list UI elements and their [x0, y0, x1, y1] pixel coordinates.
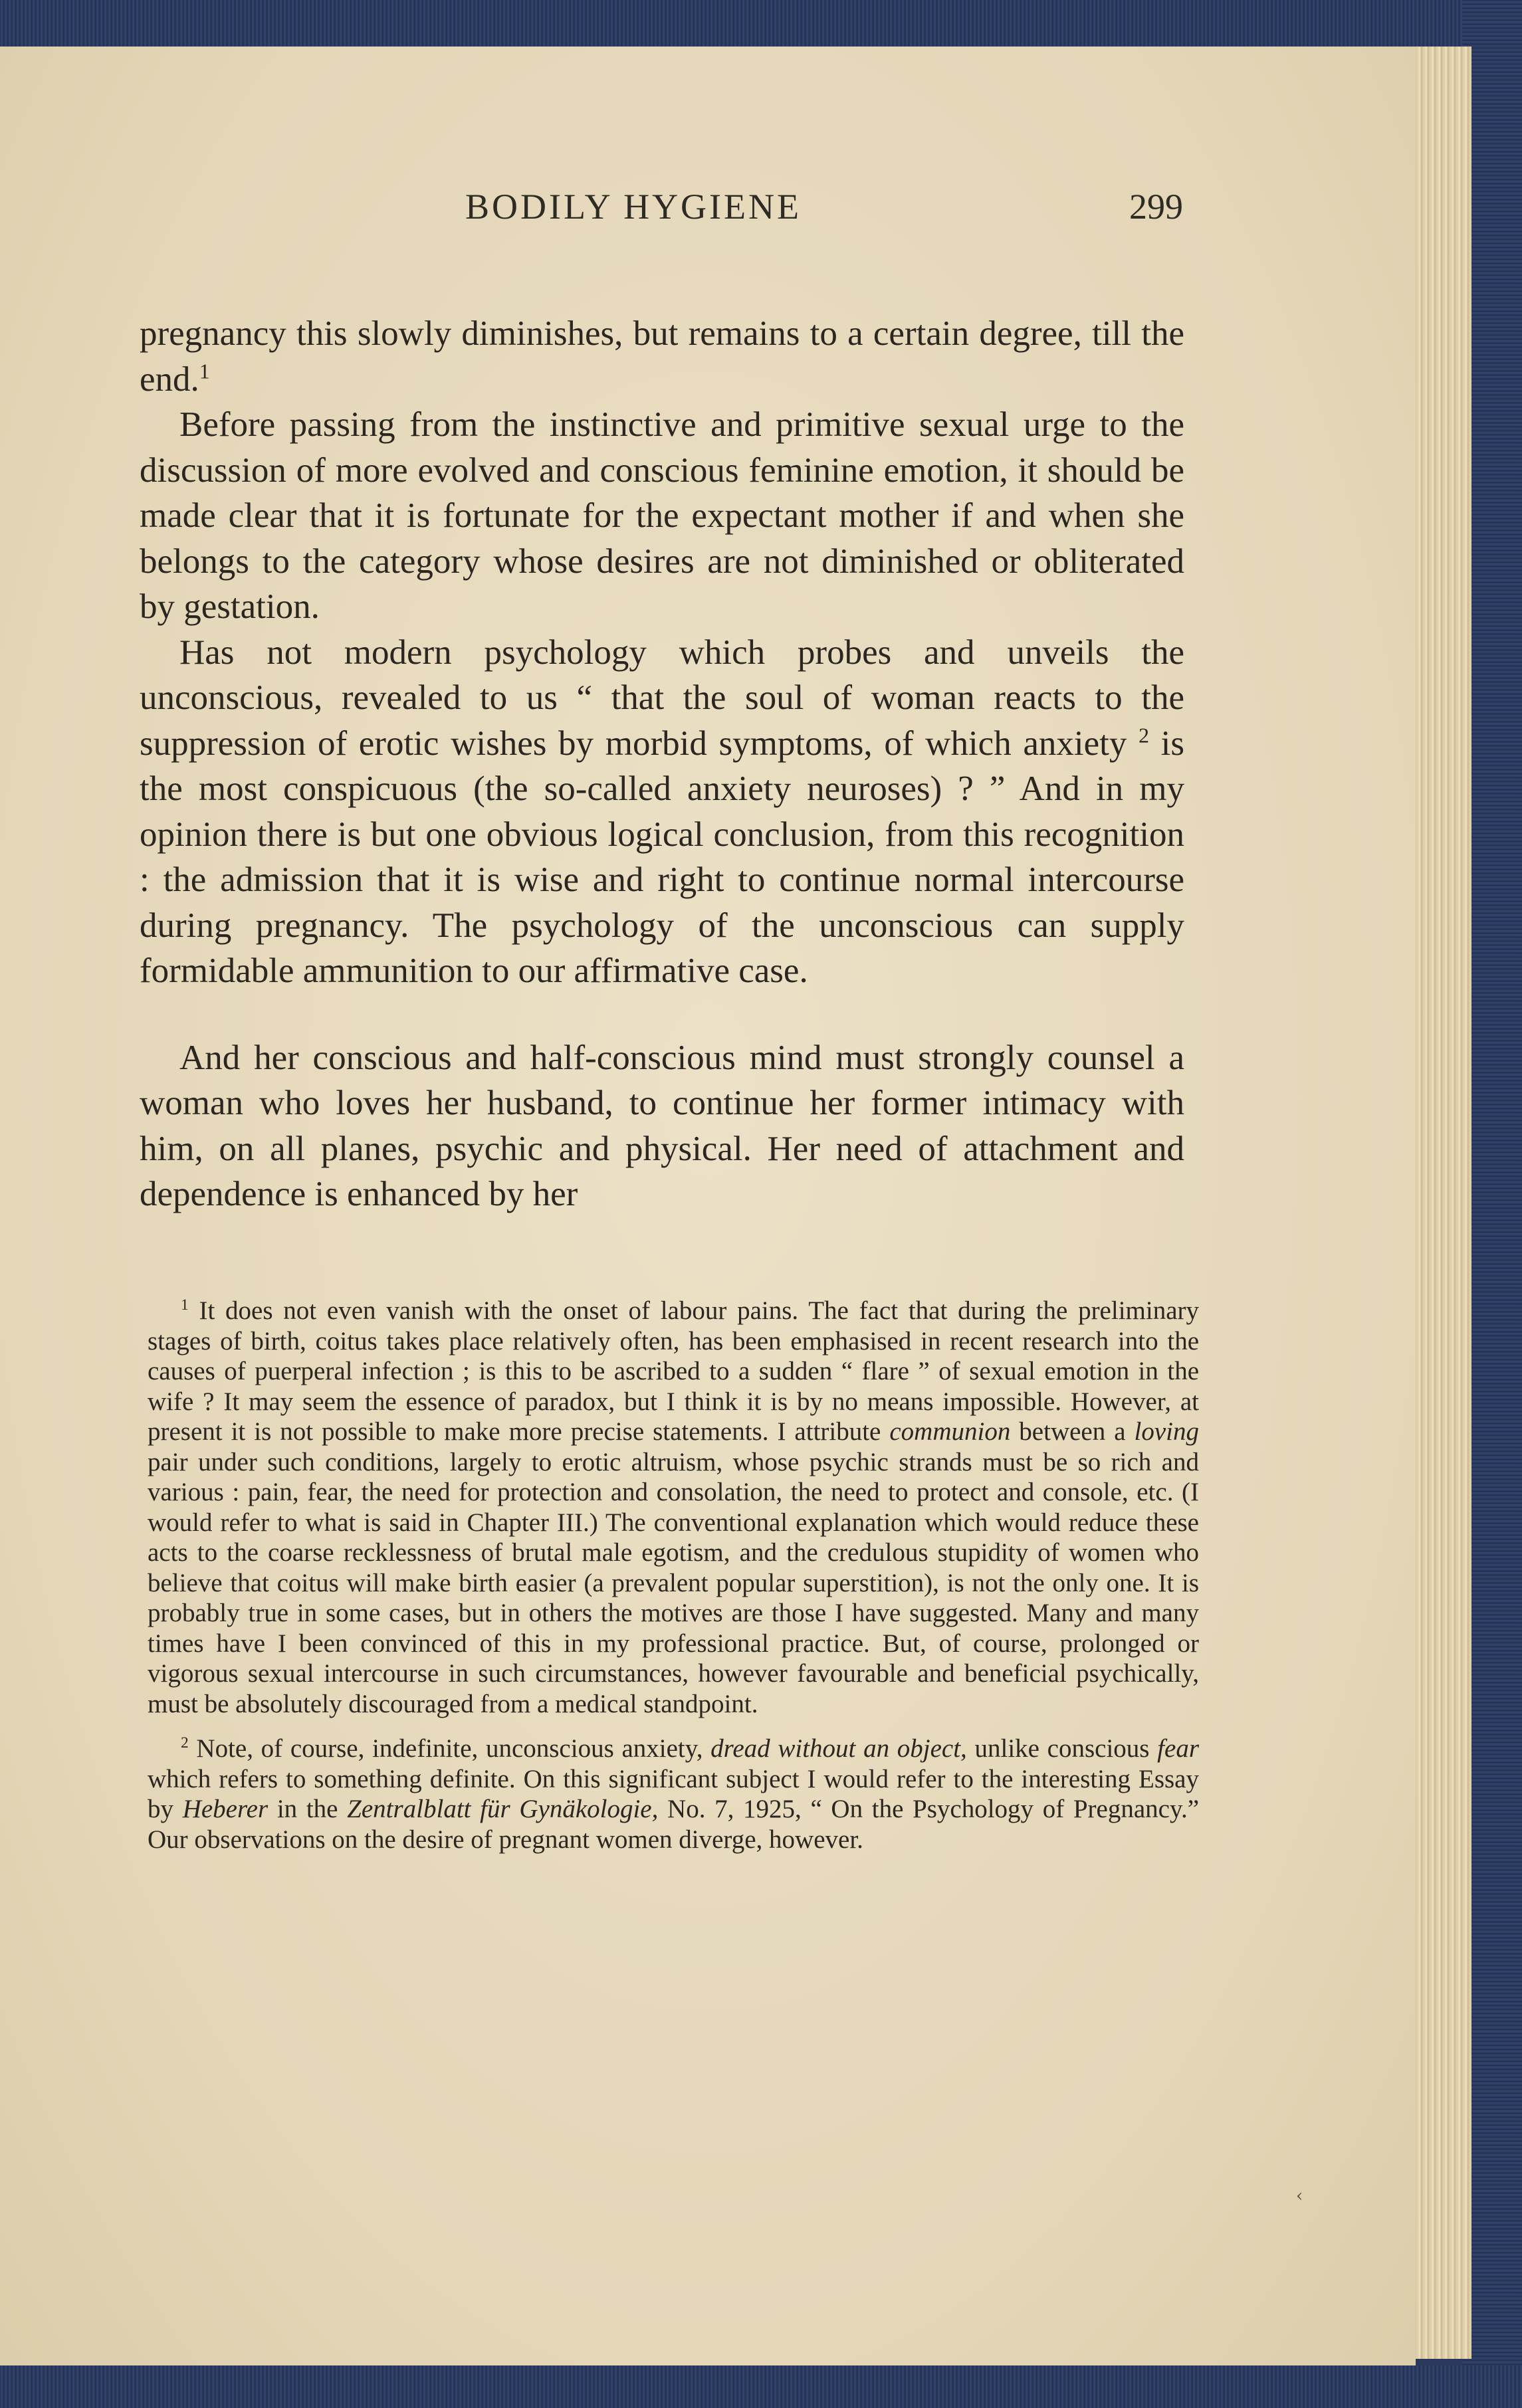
running-title: BODILY HYGIENE — [465, 187, 802, 227]
footnote-2: $^2$ Note, of course, indefinite, unconscious anxiety, dread without an object, unlike conscious fear which refers to something definite. On this significant subject I would refer to the interesting Essay by Heberer in the Zentralblatt für Gynäkologie, No. 7, 1925, “ On the Psychology of Pregnancy.” Our observations on the desire of pregnant women diverge, however. — [148, 1734, 1200, 1854]
footnote-ref-1: 1 — [199, 359, 210, 383]
page-number: 299 — [1129, 187, 1183, 227]
footnote-2-mark: 2 — [181, 1734, 189, 1752]
paragraph-2: Before passing from the instinctive and primitive sexual urge to the discussion of more evolved and conscious feminine emotion, it should be made clear that it is fortunate for the expectant mother if and when she belongs to the category whose desires are not diminished or obliterated by gestation. — [140, 405, 1184, 626]
paragraph-1: pregnancy this slowly diminishes, but remains to a certain degree, till the end.$^1$ — [140, 314, 1184, 399]
page-edges — [1409, 47, 1471, 2359]
body-text — [140, 311, 1184, 1217]
footnote-ref-2: 2 — [1139, 723, 1149, 747]
paragraph-4: And her conscious and half-conscious mind must strongly counsel a woman who loves her husband, to continue her former intimacy with him, on all planes, psychic and physical. Her need of attachment and dependence is enhanced by her — [140, 1038, 1184, 1213]
margin-mark: ‹ — [1296, 2186, 1303, 2206]
running-head — [140, 186, 1183, 246]
footnote-1: $^1$ It does not even vanish with the onset of labour pains. The fact that during the preliminary stages of birth, coitus takes place relatively often, has been emphasised in recent research into the causes of puerperal infection ; is this to be ascribed to a sudden “ flare ” of sexual emotion in the wife ? It may seem the essence of paradox, but I think it is by no means impossible. However, at present it is not possible to make more precise statements. I attribute communion between a loving pair under such conditions, largely to erotic altruism, whose psychic strands must be so rich and various : pain, fear, the need for protection and consolation, the need to protect and console, etc. (I would refer to what is said in Chapter III.) The conventional explanation which would reduce these acts to the coarse recklessness of brutal male egotism, and the credulous stupidity of women who believe that coitus will make birth easier (a prevalent popular superstition), is not the only one. It is probably true in some cases, but in others the motives are those I have suggested. Many and many times have I been convinced of this in my professional practice. But, of course, prolonged or vigorous sexual intercourse in such circumstances, however favourable and beneficial psychically, must be absolutely discouraged from a medical standpoint. — [148, 1296, 1200, 1718]
book-cover-bottom — [0, 2365, 1522, 2408]
footnote-1-mark: 1 — [181, 1296, 189, 1314]
paragraph-3: Has not modern psychology which probes and unveils the unconscious, revealed to us “ that the soul of woman reacts to the suppression of erotic wishes by morbid symptoms, of which anxiety $^2$ is the most conspicuous (the so-called anxiety neuroses) ? ” And in my opinion there is but one obvious logical conclusion, from this recognition : the admission that it is wise and right to continue normal intercourse during pregnancy. The psychology of the unconscious can supply formidable ammunition to our affirmative case. — [140, 633, 1185, 990]
footnotes — [148, 1296, 1199, 1855]
book-cover-top — [0, 0, 1522, 53]
